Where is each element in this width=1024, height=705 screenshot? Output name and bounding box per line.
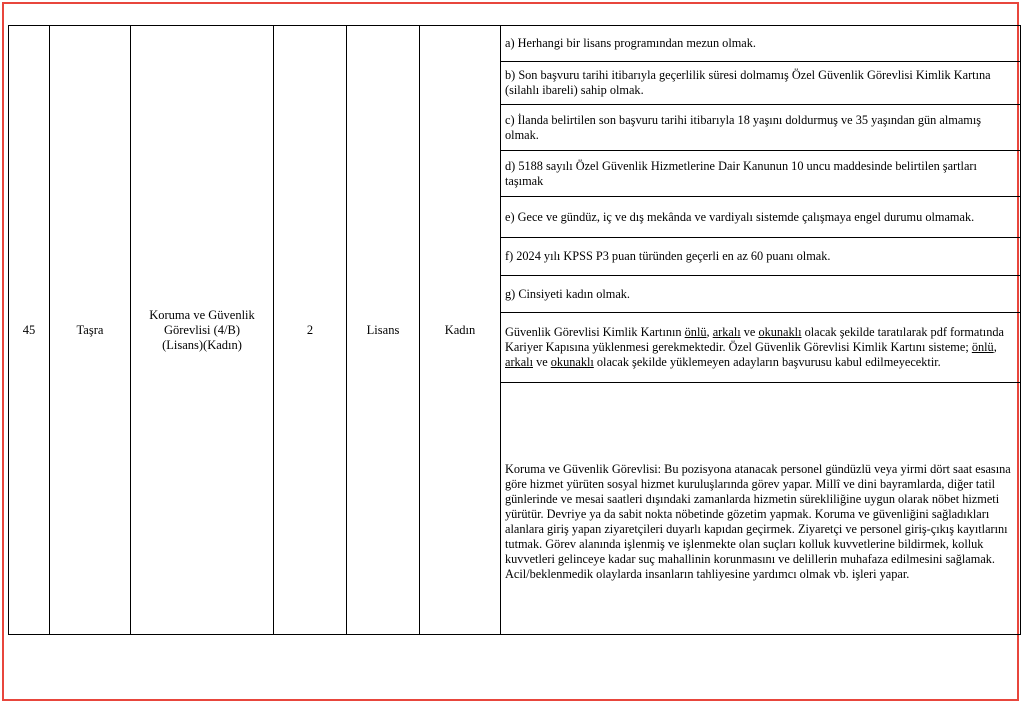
job-description-cell [501, 383, 1021, 635]
requirement-f: f) 2024 yılı KPSS P3 puan türünden geçerli en az 60 puanı olmak. [501, 238, 1021, 276]
job-description: Koruma ve Güvenlik Görevlisi: Bu pozisyona atanacak personel gündüzlü veya yirmi dört saat esasına göre hizmet yürüten sosyal hizmet kuruluşlarında görev yapar. Millî ve dini bayramlarda, diğer tatil günlerinde ve mesai saatleri dışındaki zamanlarda hizmetin sürekliliğine uygun olarak nöbet hizmeti yürütür. Devriye ya da sabit nokta nöbetinde gözetim yapmak. Koruma ve güvenliğini sağladıkları alanlara giriş yapan ziyaretçileri duyarlı kapıdan geçirmek. Ziyaretçi ve personel giriş-çıkış kayıtlarını tutmak. Görev alanında işlenmiş ve işlenmekte olan suçları kolluk kuvvetlerine bildirmek, kolluk kuvvetleri gelinceye kadar suç mahallinin korunmasını ve delillerin muhafaza edilmesini sağlamak. Acil/beklenmedik olaylarda insanların tahliyesine yardımcı olmak vb. işleri yapar. [505, 461, 1011, 581]
note-text: olacak şekilde taratılarak pdf formatında Kariyer Kapısına yüklenmesi gerekmektedir. Özel Güvenlik Görevlisi Kimlik Kartını sisteme; [505, 325, 1004, 354]
position-title-cell [131, 26, 274, 635]
education-cell [347, 26, 420, 635]
gender-text: Kadın [444, 322, 476, 337]
requirement-c: c) İlanda belirtilen son başvuru tarihi itibarıyla 18 yaşını doldurmuş ve 35 yaşından gün almamış olmak. [501, 105, 1021, 151]
location-cell [50, 26, 131, 635]
note-underlined-word: okunaklı [758, 325, 802, 339]
job-table [8, 25, 1021, 635]
note-underlined-word: önlü [971, 340, 994, 354]
requirement-a: a) Herhangi bir lisans programından mezun olmak. [501, 26, 1021, 62]
note-text: ve [533, 355, 551, 369]
requirement-g: g) Cinsiyeti kadın olmak. [501, 276, 1021, 313]
count-text: 2 [306, 322, 314, 337]
note-text: , [706, 325, 713, 339]
note-text: , [993, 340, 997, 354]
gender-cell [420, 26, 501, 635]
row-number-text: 45 [22, 322, 36, 337]
id-card-upload-note [501, 313, 1021, 383]
note-text: olacak şekilde yüklemeyen adayların başvurusu kabul edilmeyecektir. [593, 355, 941, 369]
note-underlined-word: önlü [684, 325, 707, 339]
position-title: Koruma ve Güvenlik Görevlisi (4/B) (Lisans)(Kadın) [149, 307, 255, 352]
note-underlined-word: okunaklı [550, 355, 594, 369]
note-underlined-word: arkalı [712, 325, 741, 339]
note-underlined-word: arkalı [505, 355, 533, 369]
requirement-b: b) Son başvuru tarihi itibarıyla geçerlilik süresi dolmamış Özel Güvenlik Görevlisi Kimlik Kartına (silahlı ibareli) sahip olmak. [501, 62, 1021, 105]
note-text: Güvenlik Görevlisi Kimlik Kartının [505, 325, 685, 339]
requirement-e: e) Gece ve gündüz, iç ve dış mekânda ve vardiyalı sistemde çalışmaya engel durumu olmamak. [501, 197, 1021, 238]
note-text: ve [740, 325, 759, 339]
requirement-d: d) 5188 sayılı Özel Güvenlik Hizmetlerine Dair Kanunun 10 uncu maddesinde belirtilen şartları taşımak [501, 151, 1021, 197]
education-text: Lisans [366, 322, 400, 337]
location-text: Taşra [76, 322, 104, 337]
count-cell [274, 26, 347, 635]
table-row [9, 26, 1021, 62]
row-number [9, 26, 50, 635]
